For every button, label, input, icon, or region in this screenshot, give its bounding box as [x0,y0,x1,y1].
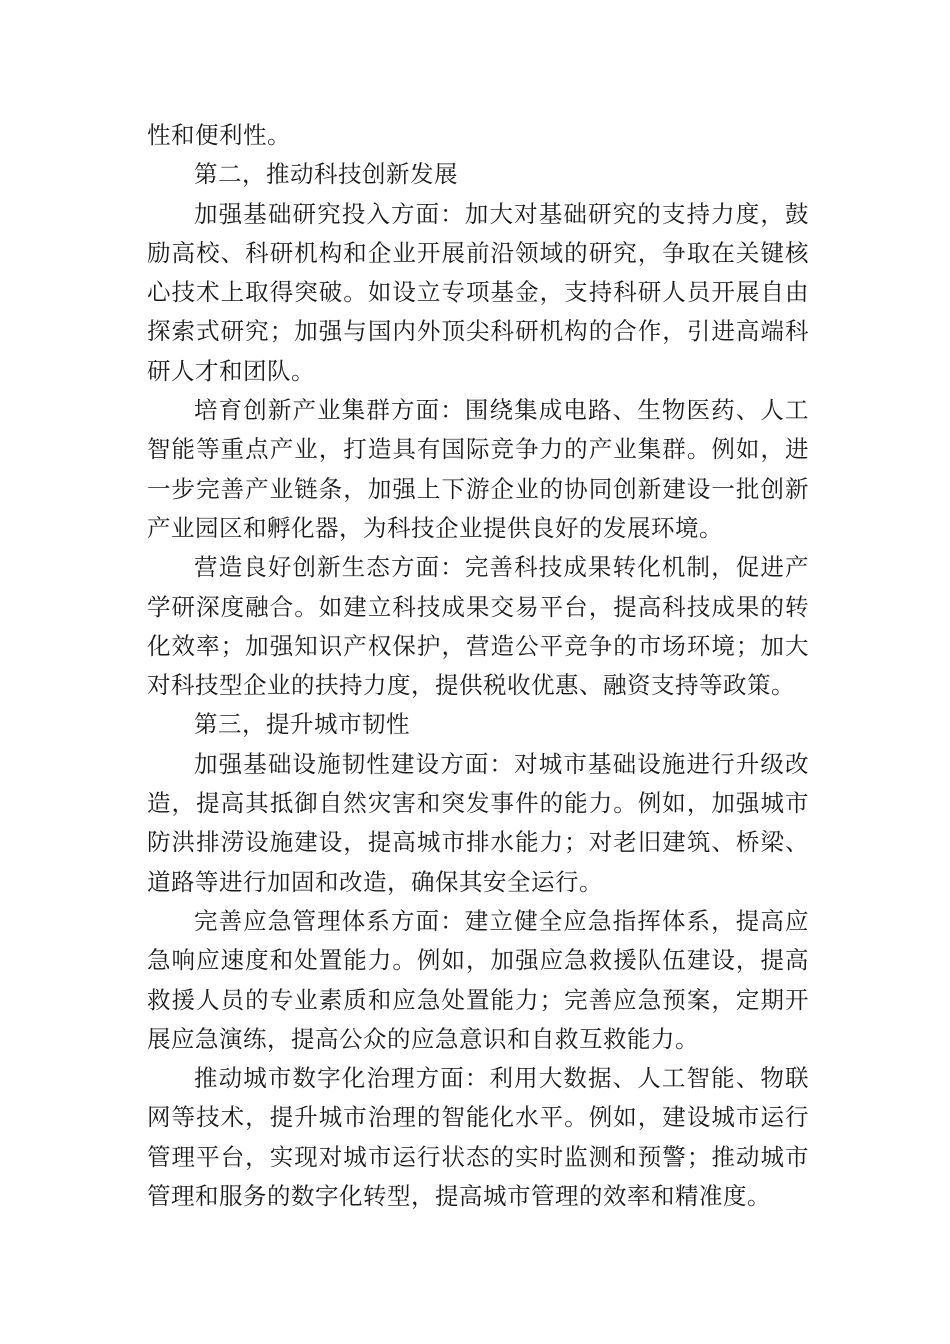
section-heading-tech-innovation: 第二，推动科技创新发展 [194,160,458,189]
paragraph-basic-research: 加强基础研究投入方面：加大对基础研究的支持力度，鼓励高校、科研机构和企业开展前沿领域的研究，争取在关键核心技术上取得突破。如设立专项基金，支持科研人员开展自由探索式研究；加强与国内外顶尖科研机构的合作，引进高端科研人才和团队。 [147,199,809,385]
paragraph-digital-governance: 推动城市数字化治理方面：利用大数据、人工智能、物联网等技术，提升城市治理的智能化水平。例如，建设城市运行管理平台，实现对城市运行状态的实时监测和预警；推动城市管理和服务的数字化转型，提高城市管理的效率和精准度。 [147,1064,809,1211]
paragraph-infrastructure: 加强基础设施韧性建设方面：对城市基础设施进行升级改造，提高其抵御自然灾害和突发事件的能力。例如，加强城市防洪排涝设施建设，提高城市排水能力；对老旧建筑、桥梁、道路等进行加固和改造，确保其安全运行。 [147,749,809,896]
paragraph-industry-cluster: 培育创新产业集群方面：围绕集成电路、生物医药、人工智能等重点产业，打造具有国际竞争力的产业集群。例如，进一步完善产业链条，加强上下游企业的协同创新建设一批创新产业园区和孵化器，为科技企业提供良好的发展环境。 [147,396,809,542]
paragraph-continuation: 性和便利性。 [147,121,291,149]
section-heading-city-resilience: 第三，提升城市韧性 [194,710,410,739]
paragraph-emergency-management: 完善应急管理体系方面：建立健全应急指挥体系，提高应急响应速度和处置能力。例如，加强应急救援队伍建设，提高救援人员的专业素质和应急处置能力；完善应急预案，定期开展应急演练，提高公众的应急意识和自救互救能力。 [147,906,809,1053]
paragraph-innovation-ecosystem: 营造良好创新生态方面：完善科技成果转化机制，促进产学研深度融合。如建立科技成果交易平台，提高科技成果的转化效率；加强知识产权保护，营造公平竞争的市场环境；加大对科技型企业的扶持力度，提供税收优惠、融资支持等政策。 [147,553,809,700]
document-page [147,116,809,1216]
